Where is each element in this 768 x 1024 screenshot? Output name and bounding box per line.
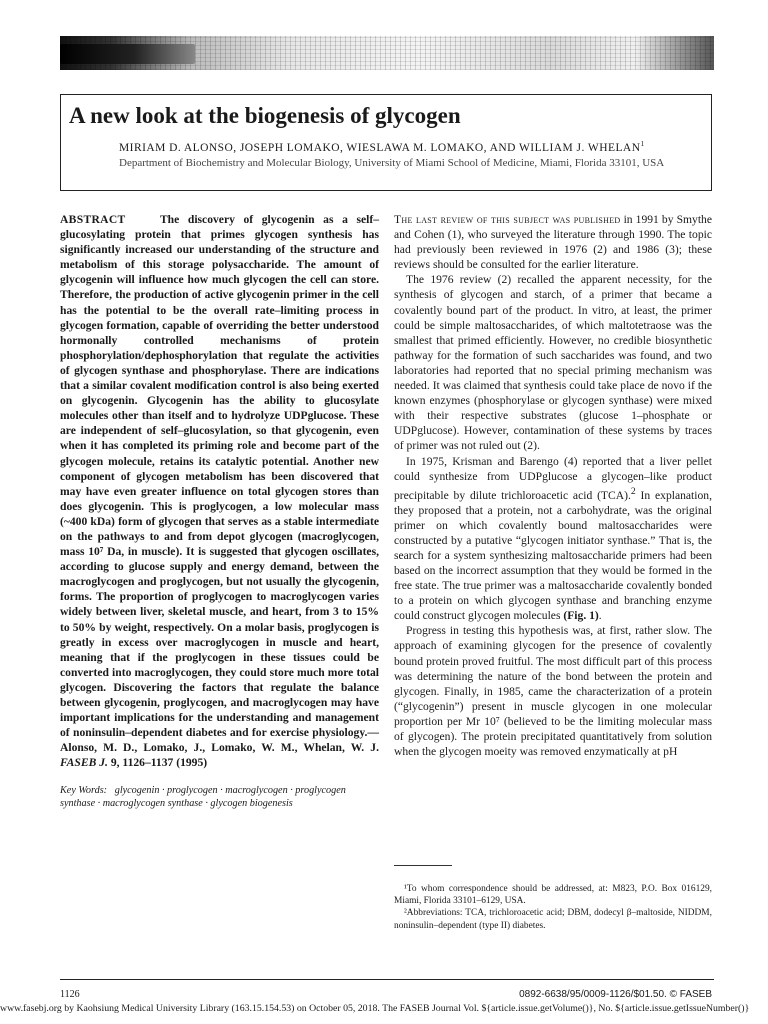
keywords-paragraph [60, 784, 379, 810]
issn-line: 0892-6638/95/0009-1126/$01.50. © FASEB [519, 989, 712, 1000]
download-stamp[interactable]: www.fasebj.org by Kaohsiung Medical University Library (163.15.154.53) on October 05, 2018. The FASEB Journal Vol. ${article.issue.getVolume()}, No. ${article.issue.getIssueNumber()} [0, 1003, 750, 1014]
lead-in-caps: The last review of this subject was published [394, 213, 621, 226]
footnote-rule [394, 865, 452, 866]
body-paragraph-3-end: . [598, 609, 602, 623]
abstract-journal: FASEB J. [60, 756, 108, 770]
body-paragraph-2: The 1976 review (2) recalled the apparent necessity, for the synthesis of glycogen and starch, of a primer that became a covalently bound part of the product. In vitro, at least, the primer could be simple maltosaccharides, of which maltotetraose was the smallest that primed efficiently. However, no credible biosynthetic pathway for the formation of such saccharides was found, and two laboratories had reported that no special priming mechanism was needed. It was claimed that synthesis could take place de novo if the known enzymes (phosphorylase or glycogen synthase) were mixed with their respective substrates (glucose 1–phosphate or UDPglucose). However, contamination of these systems by traces of primer was not ruled out (2). [394, 273, 712, 453]
keywords-text: glycogenin · proglycogen · macroglycogen · proglycogen synthase · macroglycogen synthase · glycogen biogenesis [60, 785, 346, 810]
affiliation: Department of Biochemistry and Molecular Biology, University of Miami School of Medicine, Miami, Florida 33101, USA [119, 157, 665, 169]
footnotes [394, 883, 712, 932]
body-paragraph-1-text: in 1991 by Smythe and Cohen (1), who surveyed the literature through 1990. The topic had previously been reviewed in 1976 (2) and 1986 (3); these reviews should be consulted for the earlier literature. [394, 213, 712, 272]
body-paragraph-3a: In 1975, Krisman and Barengo (4) reported that a liver pellet could synthesize from UDPglucose a glycogen–like product precipitable by dilute trichloroacetic acid (TCA). [394, 454, 712, 502]
body-paragraph-1 [394, 212, 712, 272]
left-column [60, 212, 379, 810]
scan-header-mark [60, 44, 195, 64]
body-paragraph-4: Progress in testing this hypothesis was, at first, rather slow. The approach of examining glycogen for the presence of covalently bound protein proved fruitful. The most difficult part of this process was determining the nature of the bond between the protein and glycogen. Finally, in 1985, came the characterization of a protein (“glycogenin”) present in muscle glycogen in one molecular proportion per Mr 10⁷ (believed to be the limiting molecular mass of glycogen). The protein precipitated quantitatively from solution when the glycogen moeity was removed enzymatically at pH [394, 624, 712, 759]
abstract-text: The discovery of glycogenin as a self–glucosylating protein that primes glycogen synthesis has significantly increased our understanding of the structure and metabolism of this storage polysaccharide. The amount of glycogenin will influence how much glycogen the cell can store. Therefore, the production of active glycogenin primer in the cell has the potential to be the overall rate–limiting process in glycogen formation, capable of overriding the better understood hormonally controlled mechanisms of protein phosphorylation/dephosphorylation that regulate the activities of glycogen synthase and phosphorylase. There are indications that a similar covalent modification control is also being exerted on glycogenin. Glycogenin has the ability to glucosylate molecules other than itself and to hydrolyze UDPglucose. These are independent of self–glucosylation, so that glycogenin, even when it has completed its priming role and become part of the glycogen molecule, retains its catalytic potential. Another new component of glycogen metabolism has been discovered that may have even greater influence on total glycogen stores than does glycogenin. This is proglycogen, a low molecular mass (~400 kDa) form of glycogen that serves as a stable intermediate on the pathways to and from depot glycogen (macroglycogen, mass 10⁷ Da, in muscle). It is suggested that glycogen oscillates, according to glucose supply and energy demand, between the macroglycogen and proglycogen, but not usually the glycogenin, forms. The proportion of proglycogen to macroglycogen varies widely between liver, skeletal muscle, and heart, from 3 to 15% to 50% by weight, respectively. On a molar basis, proglycogen is greatly in excess over macroglycogen in muscle and heart, meaning that if the proglycogen in these tissues could be converted into macroglycogen, they could store much more total glycogen. Discovering the factors that regulate the balance between glycogenin, proglycogen, and macroglycogen may have important implications for the understanding and management of noninsulin–dependent diabetes and for exercise physiology.—Alonso, M. D., Lomako, J., Lomako, W. M., Whelan, W. J. [60, 213, 380, 755]
abstract-label: ABSTRACT [60, 213, 126, 226]
footnote-2: ²Abbreviations: TCA, trichloroacetic acid; DBM, dodecyl β–maltoside, NIDDM, noninsulin–dependent (type II) diabetes. [394, 908, 712, 931]
footer-rule [60, 979, 714, 980]
footnote-1: ¹To whom correspondence should be addressed, at: M823, P.O. Box 016129, Miami, Florida 33101–6129, USA. [394, 884, 712, 907]
body-paragraph-3 [394, 454, 712, 624]
page-number: 1126 [60, 989, 80, 1000]
article-title: A new look at the biogenesis of glycogen [69, 103, 461, 128]
author-list [119, 139, 645, 154]
abstract-citation: 9, 1126–1137 (1995) [110, 756, 208, 770]
footnote-ref-2: 2 [630, 485, 636, 497]
title-box [60, 94, 712, 191]
figure-reference: (Fig. 1) [563, 609, 599, 623]
abstract-paragraph [60, 212, 379, 770]
author-footnote-mark: 1 [640, 139, 645, 148]
author-names: MIRIAM D. ALONSO, JOSEPH LOMAKO, WIESLAWA M. LOMAKO, AND WILLIAM J. WHELAN [119, 141, 641, 154]
right-column [394, 212, 712, 759]
body-paragraph-3b: In explanation, they proposed that a protein, not a carbohydrate, was the original primer on which covalently bound maltosaccharides were constructed by a putative “glycogen initiator synthase.” That is, the search for a system synthesizing maltosaccharide primers had been based on the incorrect assumption that they would be formed in the free state. The true primer was a maltosaccharide covalently bonded to a protein on which glycogen synthase and branching enzyme could construct glycogen molecules [394, 488, 712, 623]
keywords-label: Key Words: [60, 785, 108, 797]
